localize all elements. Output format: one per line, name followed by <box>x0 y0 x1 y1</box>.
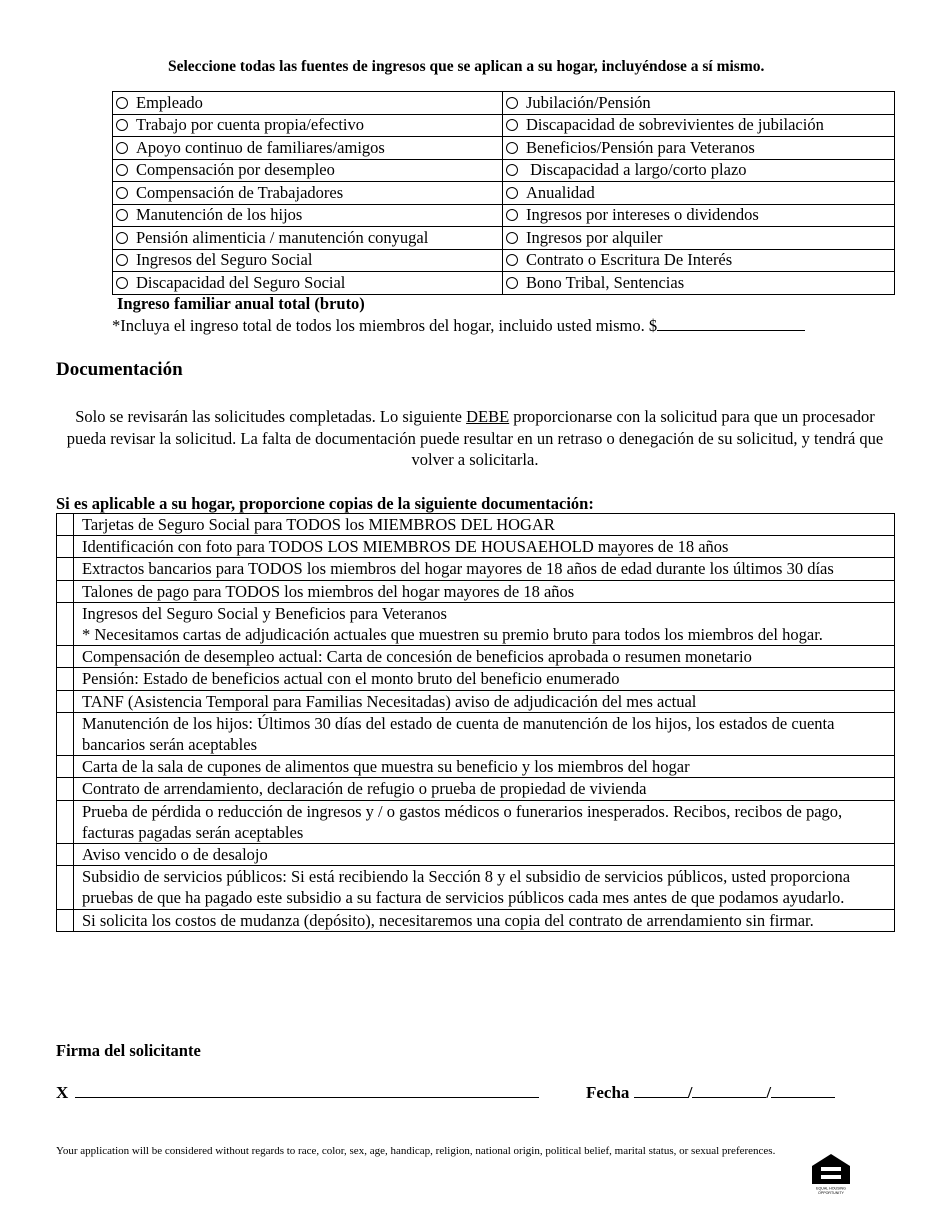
income-option-label: Empleado <box>136 92 203 112</box>
equal-housing-logo-text-1: EQUAL HOUSING <box>816 1186 846 1191</box>
documentation-row <box>57 690 895 712</box>
equal-housing-logo <box>808 1150 854 1196</box>
income-row <box>113 204 895 227</box>
documentation-checkbox-cell[interactable] <box>57 712 74 755</box>
date-year-field[interactable] <box>771 1096 835 1098</box>
documentation-checkbox-cell[interactable] <box>57 756 74 778</box>
documentation-item: Talones de pago para TODOS los miembros del hogar mayores de 18 años <box>74 580 895 602</box>
date-line <box>586 1083 835 1103</box>
income-option-label: Compensación por desempleo <box>136 160 335 180</box>
radio-button[interactable] <box>506 277 518 289</box>
documentation-item: Extractos bancarios para TODOS los miembros del hogar mayores de 18 años de edad durante los últimos 30 días <box>74 558 895 580</box>
date-separator-1: / <box>687 1083 693 1102</box>
date-day-field[interactable] <box>692 1096 766 1098</box>
documentation-item: Identificación con foto para TODOS LOS MIEMBROS DE HOUSAEHOLD mayores de 18 años <box>74 536 895 558</box>
income-option-label: Beneficios/Pensión para Veteranos <box>526 137 755 157</box>
documentation-intro-part2: proporcionarse con la solicitud para que un procesador pueda revisar la solicitud. La falta de documentación puede resultar en un retraso o denegación de su solicitud, y tendrá que volver a solicitarla. <box>66 407 884 469</box>
income-option-right <box>503 249 895 272</box>
date-month-field[interactable] <box>634 1096 688 1098</box>
documentation-checkbox-cell[interactable] <box>57 580 74 602</box>
annual-income-note <box>112 316 805 336</box>
documentation-item: Prueba de pérdida o reducción de ingresos y / o gastos médicos o funerarios inesperados. Recibos, recibos de pago, facturas pagadas serán aceptables <box>74 800 895 843</box>
radio-button[interactable] <box>116 254 128 266</box>
documentation-row <box>57 668 895 690</box>
income-option-label: Ingresos del Seguro Social <box>136 250 313 270</box>
income-option-left <box>113 159 503 182</box>
income-option-left <box>113 227 503 250</box>
documentation-checkbox-cell[interactable] <box>57 866 74 909</box>
documentation-row <box>57 580 895 602</box>
income-option-label: Jubilación/Pensión <box>526 92 651 112</box>
income-option-left <box>113 204 503 227</box>
documentation-row <box>57 778 895 800</box>
signature-field[interactable] <box>75 1096 539 1098</box>
documentation-item: Si solicita los costos de mudanza (depósito), necesitaremos una copia del contrato de arrendamiento sin firmar. <box>74 909 895 931</box>
documentation-row <box>57 646 895 668</box>
radio-button[interactable] <box>506 142 518 154</box>
income-option-left <box>113 114 503 137</box>
documentation-checkbox-cell[interactable] <box>57 690 74 712</box>
date-separator-2: / <box>766 1083 772 1102</box>
date-label: Fecha <box>586 1083 630 1102</box>
income-option-label: Contrato o Escritura De Interés <box>526 250 733 270</box>
radio-button[interactable] <box>506 97 518 109</box>
radio-button[interactable] <box>116 232 128 244</box>
income-option-label: Anualidad <box>526 182 595 202</box>
documentation-checklist <box>56 513 895 932</box>
documentation-row <box>57 536 895 558</box>
radio-button[interactable] <box>506 254 518 266</box>
income-option-right <box>503 137 895 160</box>
documentation-row <box>57 558 895 580</box>
documentation-item: Tarjetas de Seguro Social para TODOS los MIEMBROS DEL HOGAR <box>74 514 895 536</box>
income-option-left <box>113 182 503 205</box>
income-option-label: Discapacidad del Seguro Social <box>136 272 346 292</box>
documentation-item: Carta de la sala de cupones de alimentos que muestra su beneficio y los miembros del hogar <box>74 756 895 778</box>
income-option-label: Manutención de los hijos <box>136 205 303 225</box>
documentation-row <box>57 800 895 843</box>
documentation-row <box>57 712 895 755</box>
radio-button[interactable] <box>116 97 128 109</box>
income-option-right <box>503 114 895 137</box>
documentation-item: Aviso vencido o de desalojo <box>74 844 895 866</box>
income-row <box>113 272 895 295</box>
documentation-item: Ingresos del Seguro Social y Beneficios para Veteranos * Necesitamos cartas de adjudicación actuales que muestren su premio bruto para todos los miembros del hogar. <box>74 602 895 645</box>
equal-housing-logo-text-2: OPPORTUNITY <box>818 1191 844 1195</box>
radio-button[interactable] <box>116 119 128 131</box>
documentation-row <box>57 844 895 866</box>
radio-button[interactable] <box>506 209 518 221</box>
documentation-checkbox-cell[interactable] <box>57 800 74 843</box>
documentation-heading: Documentación <box>56 359 183 380</box>
documentation-item: Pensión: Estado de beneficios actual con el monto bruto del beneficio enumerado <box>74 668 895 690</box>
radio-button[interactable] <box>506 164 518 176</box>
income-row <box>113 137 895 160</box>
documentation-checkbox-cell[interactable] <box>57 536 74 558</box>
income-option-label: Ingresos por alquiler <box>526 227 663 247</box>
documentation-item: TANF (Asistencia Temporal para Familias Necesitadas) aviso de adjudicación del mes actual <box>74 690 895 712</box>
annual-income-title: Ingreso familiar anual total (bruto) <box>117 294 365 313</box>
documentation-row <box>57 756 895 778</box>
documentation-checkbox-cell[interactable] <box>57 514 74 536</box>
income-option-label: Trabajo por cuenta propia/efectivo <box>136 115 365 135</box>
income-row <box>113 249 895 272</box>
documentation-item: Contrato de arrendamiento, declaración de refugio o prueba de propiedad de vivienda <box>74 778 895 800</box>
income-sources-heading: Seleccione todas las fuentes de ingresos que se aplican a su hogar, incluyéndose a sí mismo. <box>168 58 765 75</box>
documentation-item: Compensación de desempleo actual: Carta de concesión de beneficios aprobada o resumen monetario <box>74 646 895 668</box>
radio-button[interactable] <box>116 187 128 199</box>
income-option-left <box>113 249 503 272</box>
documentation-row <box>57 514 895 536</box>
annual-income-field[interactable] <box>657 329 805 331</box>
radio-button[interactable] <box>116 277 128 289</box>
radio-button[interactable] <box>506 232 518 244</box>
income-option-label: Ingresos por intereses o dividendos <box>526 205 759 225</box>
radio-button[interactable] <box>116 164 128 176</box>
documentation-intro-emphasis: DEBE <box>466 407 510 426</box>
income-sources-table <box>112 91 895 295</box>
signature-title: Firma del solicitante <box>56 1041 201 1060</box>
income-option-label: Pensión alimenticia / manutención conyugal <box>136 227 429 247</box>
annual-income-note-text: *Incluya el ingreso total de todos los miembros del hogar, incluido usted mismo. $ <box>112 316 658 335</box>
documentation-checkbox-cell[interactable] <box>57 558 74 580</box>
income-option-label: Apoyo continuo de familiares/amigos <box>136 137 385 157</box>
documentation-item: Subsidio de servicios públicos: Si está recibiendo la Sección 8 y el subsidio de servicios públicos, usted proporciona pruebas de que ha pagado este subsidio a su factura de servicios públicos cada mes antes de que podamos ayudarlo. <box>74 866 895 909</box>
income-option-label: Discapacidad de sobrevivientes de jubilación <box>526 115 824 135</box>
documentation-intro <box>56 406 894 471</box>
income-option-right <box>503 92 895 115</box>
radio-button[interactable] <box>116 142 128 154</box>
documentation-checkbox-cell[interactable] <box>57 602 74 645</box>
income-option-left <box>113 272 503 295</box>
income-row <box>113 92 895 115</box>
documentation-row <box>57 602 895 645</box>
income-row <box>113 114 895 137</box>
income-option-label: Bono Tribal, Sentencias <box>526 272 685 292</box>
signature-x-label: X <box>56 1083 69 1102</box>
signature-line <box>56 1083 539 1103</box>
radio-button[interactable] <box>116 209 128 221</box>
documentation-checkbox-cell[interactable] <box>57 646 74 668</box>
documentation-checkbox-cell[interactable] <box>57 909 74 931</box>
non-discrimination-disclaimer: Your application will be considered without regards to race, color, sex, age, handicap, religion, national origin, political belief, marital status, or sexual preferences. <box>56 1145 776 1157</box>
documentation-row <box>57 909 895 931</box>
radio-button[interactable] <box>506 119 518 131</box>
documentation-checkbox-cell[interactable] <box>57 844 74 866</box>
documentation-intro-part1: Solo se revisarán las solicitudes completadas. Lo siguiente <box>75 407 467 426</box>
documentation-checkbox-cell[interactable] <box>57 668 74 690</box>
income-option-right <box>503 182 895 205</box>
documentation-item: Manutención de los hijos: Últimos 30 días del estado de cuenta de manutención de los hijos, los estados de cuenta bancarios serán aceptables <box>74 712 895 755</box>
radio-button[interactable] <box>506 187 518 199</box>
income-row <box>113 182 895 205</box>
income-option-left <box>113 137 503 160</box>
income-option-right <box>503 159 895 182</box>
income-option-label: Discapacidad a largo/corto plazo <box>526 160 747 180</box>
income-row <box>113 227 895 250</box>
income-option-left <box>113 92 503 115</box>
documentation-list-heading: Si es aplicable a su hogar, proporcione copias de la siguiente documentación: <box>56 494 594 513</box>
income-row <box>113 159 895 182</box>
income-option-right <box>503 227 895 250</box>
documentation-checkbox-cell[interactable] <box>57 778 74 800</box>
income-option-right <box>503 204 895 227</box>
income-option-label: Compensación de Trabajadores <box>136 182 344 202</box>
documentation-row <box>57 866 895 909</box>
income-option-right <box>503 272 895 295</box>
